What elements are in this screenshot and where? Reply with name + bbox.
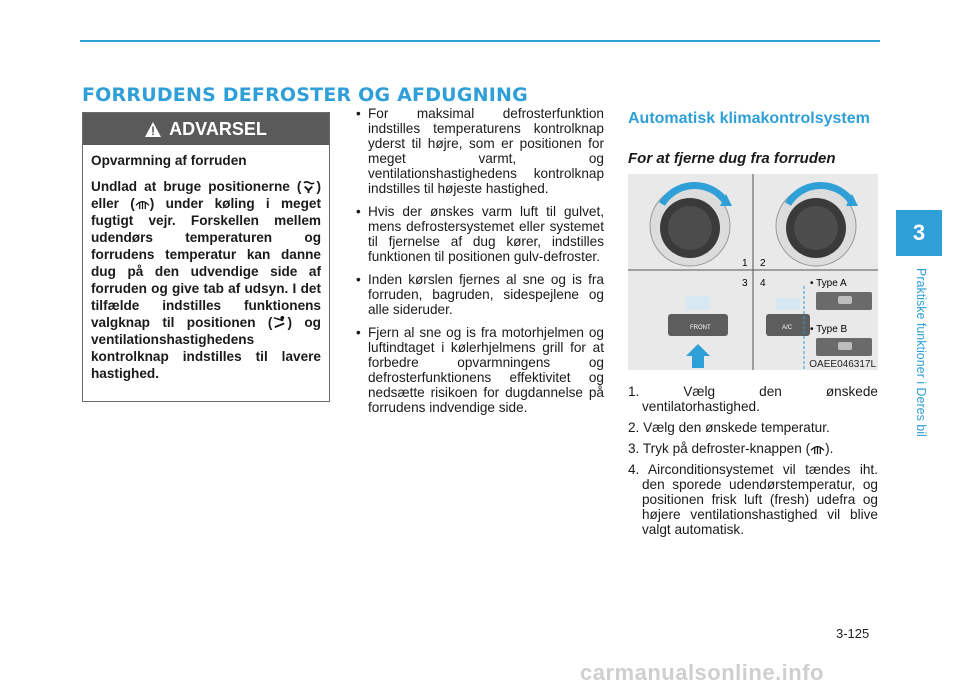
fresh-air-button-type-b bbox=[816, 338, 872, 356]
floor-mode-icon bbox=[272, 315, 287, 330]
step-item: 4. Airconditionsystemet vil tændes iht. den sporede udendørstemperatur, og positionen frisk luft (fresh) udefra og højere ventilationshastighed vil blive valgt automatisk. bbox=[628, 462, 878, 537]
watermark: carmanualsonline.info bbox=[580, 660, 824, 685]
step-3-text: 3. Tryk på defroster-knappen ( bbox=[628, 441, 811, 456]
type-a-label: • Type A bbox=[810, 278, 847, 289]
auto-heading: Automatisk klimakontrolsystem bbox=[628, 110, 870, 127]
bullet-list bbox=[356, 106, 604, 423]
defrost-icon bbox=[135, 196, 150, 211]
bullet-item: • Inden kørslen fjernes al sne og is fra forruden, bagruden, sidespejlene og alle sideruder. bbox=[356, 272, 604, 317]
auto-subheading: For at fjerne dug fra forruden bbox=[628, 150, 836, 167]
bullet-item: • Hvis der ønskes varm luft til gulvet, mens defrostersystemet eller systemet til fjernelse af dug kører, indstilles funktionen til positionen gulv-defroster. bbox=[356, 204, 604, 264]
warning-heading: ADVARSEL bbox=[169, 118, 267, 139]
page-number: 3-125 bbox=[836, 626, 870, 641]
warning-text-3: ) under køling i meget fugtigt vejr. Forskellen mellem udendørs temperaturen og forrudens temperatur kan danne dug på den udvendige side af forruden og give tab af udsyn. I det tilfælde indstilles funktionens valgknap til positionen ( bbox=[91, 196, 321, 330]
warning-header bbox=[83, 113, 329, 145]
type-b-label: • Type B bbox=[810, 324, 848, 335]
fan-speed-knob bbox=[650, 185, 732, 266]
warning-subheading: Opvarmning af forruden bbox=[91, 153, 247, 168]
warning-text bbox=[91, 178, 321, 382]
warning-box bbox=[82, 112, 330, 402]
front-defrost-button bbox=[668, 296, 728, 368]
ac-label: A/C bbox=[782, 325, 793, 331]
front-label: FRONT bbox=[690, 325, 711, 331]
warning-text-4: ) og ventilationshastighedens kontrolknap indstilles til lavere hastighed. bbox=[91, 315, 321, 381]
step-item: 2. Vælg den ønskede temperatur. bbox=[628, 420, 830, 435]
step-item: 1. Vælg den ønskede ventilatorhastighed. bbox=[628, 384, 878, 414]
warning-body bbox=[83, 145, 329, 382]
warning-text-2: ) eller ( bbox=[91, 179, 321, 211]
bullet-item: • Fjern al sne og is fra motorhjelmen og luftindtaget i kølerhjelmens grill for at forbedre opvarmningens og defrosterfunktionens effektivitet og nedsætte risikoen for dugdannelse på forrudens indvendige side. bbox=[356, 325, 604, 415]
step-3-close: ). bbox=[825, 441, 834, 456]
top-rule bbox=[80, 40, 880, 42]
chapter-title: Praktiske funktioner i Deres bil bbox=[914, 268, 928, 437]
step-item bbox=[628, 441, 878, 456]
figure-label-2: 2 bbox=[760, 258, 766, 269]
climate-control-figure bbox=[628, 174, 878, 370]
figure-label-1: 1 bbox=[742, 258, 748, 269]
defrost-icon bbox=[810, 441, 825, 456]
control-illustration bbox=[628, 174, 878, 370]
figure-label-3: 3 bbox=[742, 278, 748, 289]
figure-label-4: 4 bbox=[760, 278, 766, 289]
bullet-item: • For maksimal defrosterfunktion indstilles temperaturens kontrolknap yderst til højre, som er positionen for meget varmt, og ventilationshastighedens kontrolknap indstilles til højeste hastighed. bbox=[356, 106, 604, 196]
warning-text-1: Undlad at bruge positionerne ( bbox=[91, 179, 302, 194]
temperature-knob bbox=[776, 185, 858, 266]
figure-code: OAEE046317L bbox=[809, 359, 876, 370]
section-title: FORRUDENS DEFROSTER OG AFDUGNING bbox=[82, 84, 528, 106]
step-list bbox=[628, 384, 878, 543]
floor-defrost-mode-icon bbox=[301, 179, 316, 194]
warning-triangle-icon bbox=[145, 122, 161, 137]
chapter-tab: 3 bbox=[896, 210, 942, 256]
fresh-air-button-type-a bbox=[816, 292, 872, 310]
